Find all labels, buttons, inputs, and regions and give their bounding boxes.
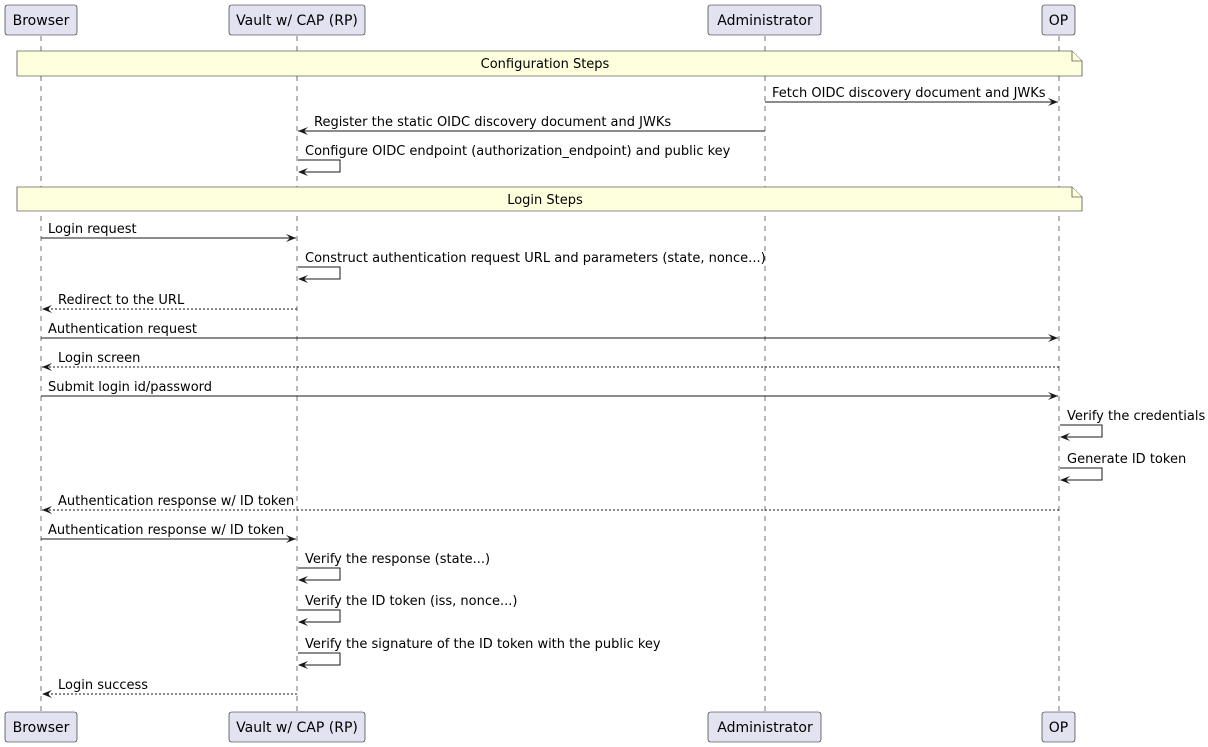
message bbox=[1060, 409, 1205, 441]
message bbox=[298, 144, 731, 176]
message bbox=[41, 322, 1058, 342]
message bbox=[42, 678, 297, 698]
message bbox=[298, 115, 765, 135]
participant-label: Administrator bbox=[717, 720, 813, 736]
message-label: Authentication request bbox=[48, 322, 197, 337]
note-configuration-steps bbox=[17, 51, 1082, 76]
message-label: Verify the credentials bbox=[1067, 409, 1206, 424]
message-label: Verify the ID token (iss, nonce...) bbox=[305, 594, 518, 609]
message-label: Generate ID token bbox=[1067, 452, 1187, 467]
message-label: Configure OIDC endpoint (authorization_endpoint) and public key bbox=[305, 144, 731, 159]
message-label: Verify the signature of the ID token with the public key bbox=[305, 637, 661, 652]
participant-administrator-bottom bbox=[708, 712, 821, 742]
note-label: Configuration Steps bbox=[480, 57, 610, 72]
participant-browser-top bbox=[5, 5, 77, 35]
message-label: Verify the response (state...) bbox=[305, 552, 491, 567]
message bbox=[765, 86, 1058, 106]
participant-label: Browser bbox=[12, 720, 70, 736]
arrowhead-icon bbox=[42, 690, 52, 698]
message-label: Login screen bbox=[58, 351, 141, 366]
message bbox=[298, 594, 517, 626]
message bbox=[41, 380, 1058, 400]
participant-vault-bottom bbox=[229, 712, 365, 742]
note-login-steps bbox=[17, 187, 1082, 211]
message-label: Construct authentication request URL and parameters (state, nonce...) bbox=[305, 251, 766, 266]
participant-label: Administrator bbox=[717, 13, 813, 29]
message-label: Login success bbox=[58, 678, 149, 693]
message bbox=[41, 222, 296, 242]
participant-label: OP bbox=[1048, 720, 1069, 736]
participant-op-bottom bbox=[1042, 712, 1075, 742]
message-label: Register the static OIDC discovery document and JWKs bbox=[314, 115, 672, 130]
message-label: Login request bbox=[48, 222, 137, 237]
participant-label: Vault w/ CAP (RP) bbox=[236, 13, 358, 29]
message bbox=[298, 552, 490, 584]
participant-vault-top bbox=[229, 5, 365, 35]
participant-label: Vault w/ CAP (RP) bbox=[236, 720, 358, 736]
note-label: Login Steps bbox=[507, 193, 583, 208]
message bbox=[42, 494, 1059, 514]
participant-label: OP bbox=[1048, 13, 1069, 29]
participant-administrator-top bbox=[708, 5, 821, 35]
message-label: Authentication response w/ ID token bbox=[58, 494, 295, 509]
message-list bbox=[41, 86, 1205, 698]
message bbox=[298, 637, 661, 669]
message bbox=[42, 293, 297, 313]
message-label: Authentication response w/ ID token bbox=[48, 523, 285, 538]
participant-op-top bbox=[1042, 5, 1075, 35]
participant-browser-bottom bbox=[5, 712, 77, 742]
message-label: Submit login id/password bbox=[48, 380, 213, 395]
participant-label: Browser bbox=[12, 13, 70, 29]
message bbox=[42, 351, 1059, 371]
message bbox=[1060, 452, 1186, 484]
message bbox=[41, 523, 296, 543]
arrowhead-icon bbox=[42, 305, 52, 313]
message-label: Fetch OIDC discovery document and JWKs bbox=[772, 86, 1046, 101]
message-label: Redirect to the URL bbox=[58, 293, 185, 308]
message bbox=[298, 251, 766, 283]
